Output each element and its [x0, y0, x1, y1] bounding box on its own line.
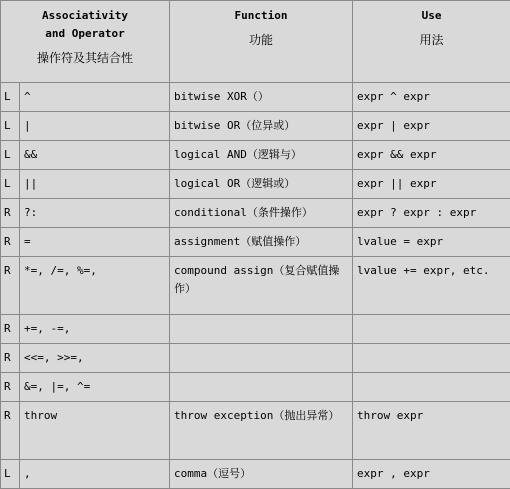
table-row [1, 344, 510, 373]
header-row [1, 1, 510, 83]
function-cell: throw exception（抛出异常） [170, 402, 353, 460]
associativity-cell: L [1, 170, 20, 199]
operator-cell: <<=, >>=, [20, 344, 170, 373]
associativity-cell: R [1, 344, 20, 373]
function-cell [170, 373, 353, 402]
header-function [170, 1, 353, 83]
use-cell: expr ^ expr [353, 83, 510, 112]
table-row [1, 83, 510, 112]
table-row [1, 170, 510, 199]
function-cell: comma（逗号） [170, 460, 353, 489]
function-cell: compound assign（复合赋值操作） [170, 257, 353, 315]
header-function-cn: 功能 [174, 31, 348, 49]
operator-cell: *=, /=, %=, [20, 257, 170, 315]
header-assoc-operator [1, 1, 170, 83]
use-cell: expr && expr [353, 141, 510, 170]
use-cell [353, 373, 510, 402]
use-cell: expr ? expr : expr [353, 199, 510, 228]
associativity-cell: R [1, 199, 20, 228]
associativity-cell: L [1, 141, 20, 170]
operator-cell: , [20, 460, 170, 489]
associativity-cell: L [1, 460, 20, 489]
operator-cell: throw [20, 402, 170, 460]
header-assoc-operator-cn: 操作符及其结合性 [5, 49, 165, 67]
use-cell: lvalue = expr [353, 228, 510, 257]
table-row [1, 257, 510, 315]
operator-cell: ^ [20, 83, 170, 112]
operator-cell: || [20, 170, 170, 199]
table-row [1, 402, 510, 460]
table-row [1, 373, 510, 402]
table-row [1, 460, 510, 489]
function-cell: logical OR（逻辑或） [170, 170, 353, 199]
table-row [1, 315, 510, 344]
operator-cell: = [20, 228, 170, 257]
operator-cell: ?: [20, 199, 170, 228]
associativity-cell: L [1, 83, 20, 112]
header-use-label: Use [357, 7, 506, 25]
operator-cell: | [20, 112, 170, 141]
function-cell: conditional（条件操作） [170, 199, 353, 228]
header-assoc-operator-label: Associativity and Operator [5, 7, 165, 43]
use-cell: expr | expr [353, 112, 510, 141]
header-function-label: Function [174, 7, 348, 25]
function-cell: logical AND（逻辑与） [170, 141, 353, 170]
function-cell [170, 344, 353, 373]
associativity-cell: R [1, 402, 20, 460]
function-cell: bitwise XOR（） [170, 83, 353, 112]
use-cell [353, 315, 510, 344]
function-cell [170, 315, 353, 344]
operator-cell: +=, -=, [20, 315, 170, 344]
table-row [1, 112, 510, 141]
table-row [1, 228, 510, 257]
associativity-cell: R [1, 228, 20, 257]
associativity-cell: R [1, 257, 20, 315]
use-cell: lvalue += expr, etc. [353, 257, 510, 315]
use-cell: expr , expr [353, 460, 510, 489]
function-cell: bitwise OR（位异或） [170, 112, 353, 141]
function-cell: assignment（赋值操作） [170, 228, 353, 257]
table-row [1, 141, 510, 170]
header-use [353, 1, 510, 83]
header-use-cn: 用法 [357, 31, 506, 49]
use-cell: throw expr [353, 402, 510, 460]
associativity-cell: L [1, 112, 20, 141]
operator-cell: && [20, 141, 170, 170]
operator-cell: &=, |=, ^= [20, 373, 170, 402]
associativity-cell: R [1, 315, 20, 344]
associativity-cell: R [1, 373, 20, 402]
use-cell: expr || expr [353, 170, 510, 199]
use-cell [353, 344, 510, 373]
table-row [1, 199, 510, 228]
